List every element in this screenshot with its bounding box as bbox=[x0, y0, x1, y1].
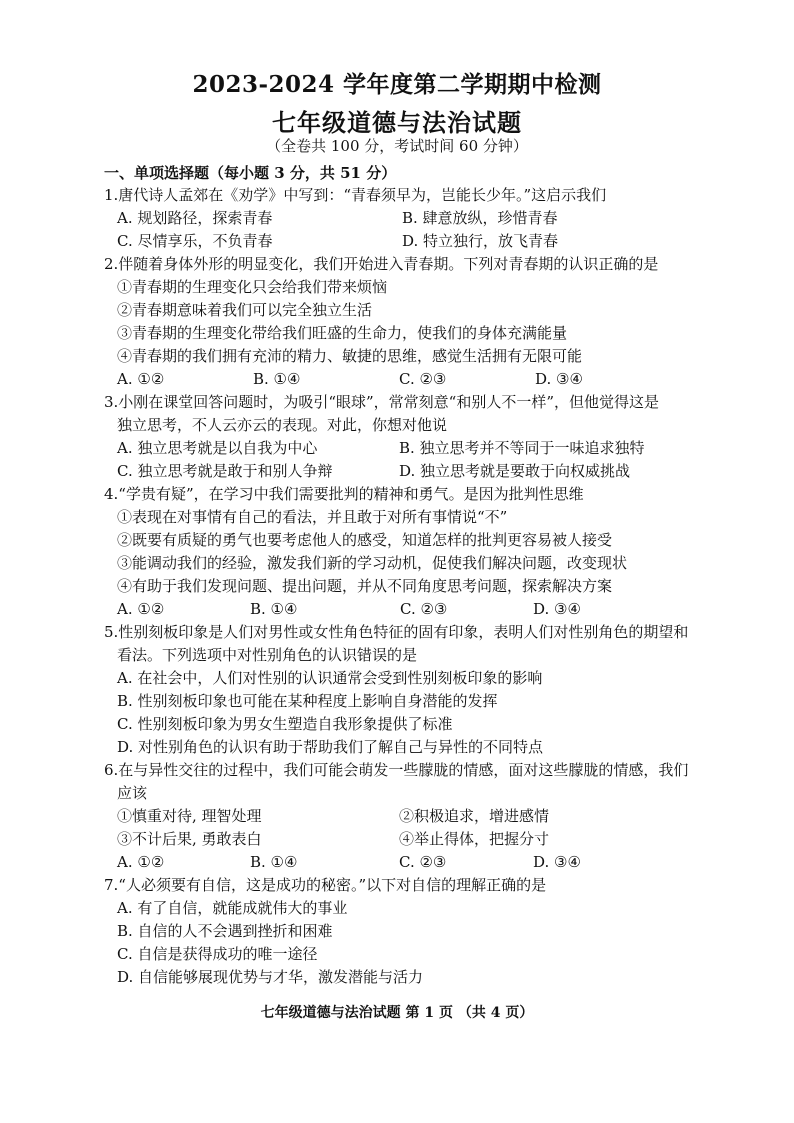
question-3-option-b: B. 独立思考并不等同于一味追求独特 bbox=[399, 439, 645, 457]
question-1-option-d: D. 特立独行，放飞青春 bbox=[402, 232, 559, 250]
exam-subtitle: 七年级道德与法治试题 bbox=[272, 108, 522, 137]
question-6-option-b: B. ①④ bbox=[250, 853, 298, 871]
question-2-option-a: A. ①② bbox=[117, 370, 165, 388]
question-5-stem-line-2: 看法。下列选项中对性别角色的认识错误的是 bbox=[117, 646, 418, 664]
question-7-option-a: A. 有了自信，就能成就伟大的事业 bbox=[117, 899, 348, 917]
exam-note: （全卷共 100 分，考试时间 60 分钟） bbox=[266, 137, 528, 155]
question-6-statement-1: ①慎重对待, 理智处理 bbox=[117, 807, 262, 825]
question-5-stem-line-1: 5.性别刻板印象是人们对男性或女性角色特征的固有印象，表明人们对性别角色的期望和 bbox=[104, 623, 689, 641]
question-2-statement-2: ②青春期意味着我们可以完全独立生活 bbox=[117, 301, 373, 319]
question-2-option-d: D. ③④ bbox=[535, 370, 583, 388]
question-5-option-c: C. 性别刻板印象为男女生塑造自我形象提供了标准 bbox=[117, 715, 453, 733]
question-7-option-d: D. 自信能够展现优势与才华，激发潜能与活力 bbox=[117, 968, 424, 986]
question-1-stem: 1.唐代诗人孟郊在《劝学》中写到：“青春须早为，岂能长少年。”这启示我们 bbox=[104, 186, 607, 204]
question-2-statement-1: ①青春期的生理变化只会给我们带来烦恼 bbox=[117, 278, 388, 296]
question-6-stem-line-1: 6.在与异性交往的过程中，我们可能会萌发一些朦胧的情感，面对这些朦胧的情感，我们 bbox=[104, 761, 689, 779]
question-4-option-d: D. ③④ bbox=[533, 600, 581, 618]
question-4-stem: 4.“学贵有疑”，在学习中我们需要批判的精神和勇气。是因为批判性思维 bbox=[104, 485, 584, 503]
question-6-option-d: D. ③④ bbox=[533, 853, 581, 871]
question-4-statement-3: ③能调动我们的经验，激发我们新的学习动机，促使我们解决问题，改变现状 bbox=[117, 554, 628, 572]
question-4-statement-4: ④有助于我们发现问题、提出问题，并从不同角度思考问题，探索解决方案 bbox=[117, 577, 613, 595]
question-7-stem: 7.“人必须要有自信，这是成功的秘密。”以下对自信的理解正确的是 bbox=[104, 876, 547, 894]
question-6-statement-3: ③不计后果, 勇敢表白 bbox=[117, 830, 262, 848]
question-6-option-a: A. ①② bbox=[117, 853, 165, 871]
question-5-option-b: B. 性别刻板印象也可能在某种程度上影响自身潜能的发挥 bbox=[117, 692, 498, 710]
page-footer: 七年级道德与法治试题 第 1 页 （共 4 页） bbox=[260, 1005, 534, 1021]
question-6-option-c: C. ②③ bbox=[399, 853, 447, 871]
question-7-option-c: C. 自信是获得成功的唯一途径 bbox=[117, 945, 318, 963]
exam-title: 2023-2024 学年度第二学期期中检测 bbox=[192, 71, 602, 98]
question-7-option-b: B. 自信的人不会遇到挫折和困难 bbox=[117, 922, 333, 940]
question-3-stem-line-1: 3.小刚在课堂回答问题时，为吸引“眼球”，常常刻意“和别人不一样”，但他觉得这是 bbox=[104, 393, 659, 411]
question-1-option-c: C. 尽情享乐，不负青春 bbox=[117, 232, 273, 250]
question-3-option-a: A. 独立思考就是以自我为中心 bbox=[117, 439, 318, 457]
question-2-statement-3: ③青春期的生理变化带给我们旺盛的生命力，使我们的身体充满能量 bbox=[117, 324, 568, 342]
question-6-statement-2: ②积极追求，增进感情 bbox=[399, 807, 550, 825]
question-4-option-b: B. ①④ bbox=[250, 600, 298, 618]
question-6-stem-line-2: 应该 bbox=[117, 784, 148, 802]
question-1-option-b: B. 肆意放纵，珍惜青春 bbox=[402, 209, 558, 227]
question-1-option-a: A. 规划路径，探索青春 bbox=[117, 209, 273, 227]
question-2-option-c: C. ②③ bbox=[399, 370, 447, 388]
question-5-option-d: D. 对性别角色的认识有助于帮助我们了解自己与异性的不同特点 bbox=[117, 738, 544, 756]
question-4-option-a: A. ①② bbox=[117, 600, 165, 618]
question-2-stem: 2.伴随着身体外形的明显变化，我们开始进入青春期。下列对青春期的认识正确的是 bbox=[104, 255, 659, 273]
question-4-option-c: C. ②③ bbox=[400, 600, 448, 618]
question-3-option-d: D. 独立思考就是要敢于向权威挑战 bbox=[399, 462, 631, 480]
section-heading: 一、单项选择题（每小题 3 分，共 51 分） bbox=[104, 164, 397, 182]
question-6-statement-4: ④举止得体，把握分寸 bbox=[399, 830, 550, 848]
question-3-option-c: C. 独立思考就是敢于和别人争辩 bbox=[117, 462, 333, 480]
question-4-statement-1: ①表现在对事情有自己的看法，并且敢于对所有事情说“不” bbox=[117, 508, 508, 526]
question-5-option-a: A. 在社会中，人们对性别的认识通常会受到性别刻板印象的影响 bbox=[117, 669, 543, 687]
question-3-stem-line-2: 独立思考，不人云亦云的表现。对此，你想对他说 bbox=[117, 416, 448, 434]
question-2-statement-4: ④青春期的我们拥有充沛的精力、敏捷的思维，感觉生活拥有无限可能 bbox=[117, 347, 583, 365]
question-2-option-b: B. ①④ bbox=[253, 370, 301, 388]
question-4-statement-2: ②既要有质疑的勇气也要考虑他人的感受，知道怎样的批判更容易被人接受 bbox=[117, 531, 613, 549]
